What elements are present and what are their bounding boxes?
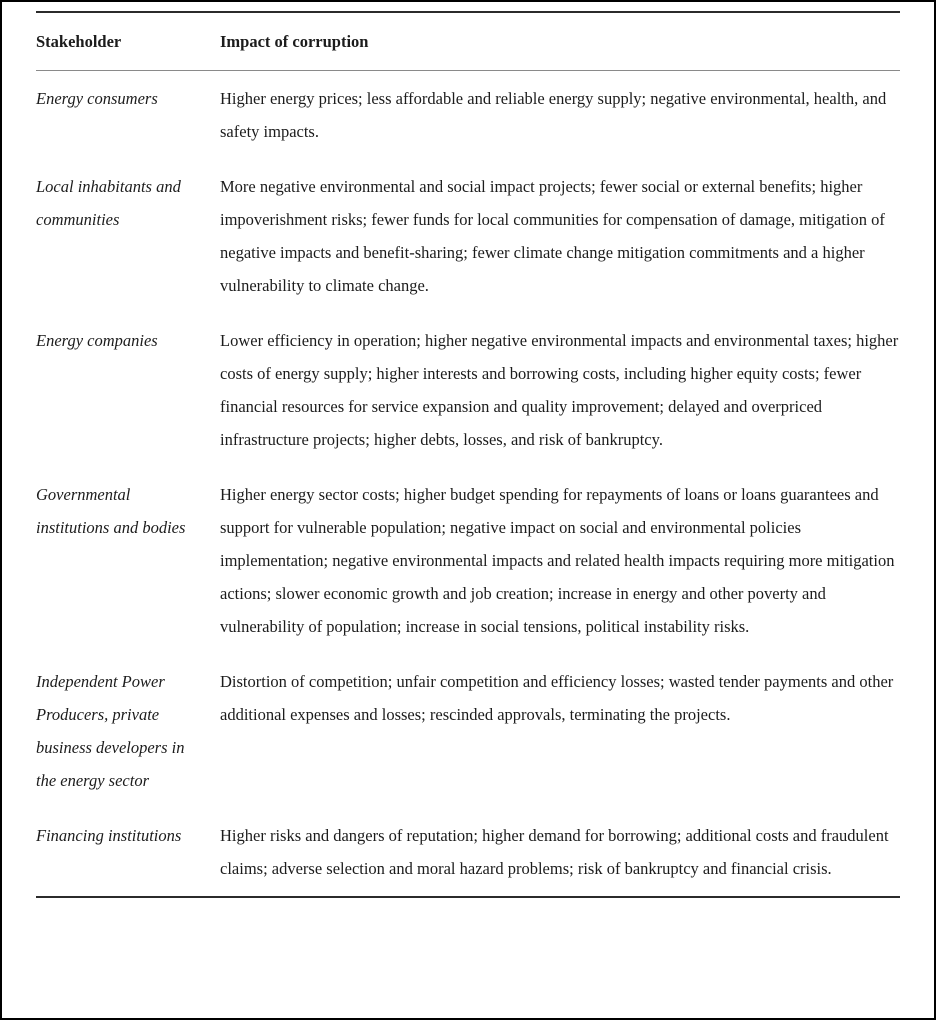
stakeholder-cell: Financing institutions: [36, 826, 182, 845]
stakeholder-cell: Local inhabitants and communities: [36, 177, 181, 229]
table-row-energy-companies: [36, 313, 900, 467]
impact-cell: Distortion of competition; unfair competition and efficiency losses; wasted tender payments and other additional expenses and losses; rescinded approvals, terminating the projects.: [220, 672, 894, 724]
impact-cell: Higher risks and dangers of reputation; higher demand for borrowing; additional costs and fraudulent claims; adverse selection and moral hazard problems; risk of bankruptcy and financial crisis.: [220, 826, 889, 878]
stakeholder-cell: Energy consumers: [36, 89, 158, 108]
stakeholder-cell: Energy companies: [36, 331, 158, 350]
impact-cell: Higher energy sector costs; higher budget spending for repayments of loans or loans guarantees and support for vulnerable population; negative impact on social and environmental policies implementation; negative environmental impacts and related health impacts requiring more mitigation actions; slower economic growth and job creation; increase in energy and other poverty and vulnerability of population; increase in social tensions, political instability risks.: [220, 485, 895, 636]
stakeholder-cell: Governmental institutions and bodies: [36, 485, 186, 537]
table-row-governmental-institutions: [36, 467, 900, 654]
header-stakeholder: Stakeholder: [36, 32, 122, 51]
table-header-row: [36, 13, 900, 71]
stakeholder-cell: Independent Power Producers, private business developers in the energy sector: [36, 672, 185, 790]
impact-cell: Higher energy prices; less affordable and reliable energy supply; negative environmental, health, and safety impacts.: [220, 89, 887, 141]
corruption-impact-table: [36, 11, 900, 898]
table-row-local-inhabitants: [36, 159, 900, 313]
table-row-independent-power-producers: [36, 654, 900, 808]
table-row-energy-consumers: [36, 71, 900, 159]
impact-cell: Lower efficiency in operation; higher negative environmental impacts and environmental taxes; higher costs of energy supply; higher interests and borrowing costs, including higher equity costs; fewer financial resources for service expansion and quality improvement; delayed and overpriced infrastructure projects; higher debts, losses, and risk of bankruptcy.: [220, 331, 899, 449]
impact-cell: More negative environmental and social impact projects; fewer social or external benefits; higher impoverishment risks; fewer funds for local communities for compensation of damage, mitigation of negative impacts and benefit-sharing; fewer climate change mitigation commitments and a higher vulnerability to climate change.: [220, 177, 885, 295]
table-row-financing-institutions: [36, 808, 900, 896]
header-impact-of-corruption: Impact of corruption: [220, 32, 369, 51]
